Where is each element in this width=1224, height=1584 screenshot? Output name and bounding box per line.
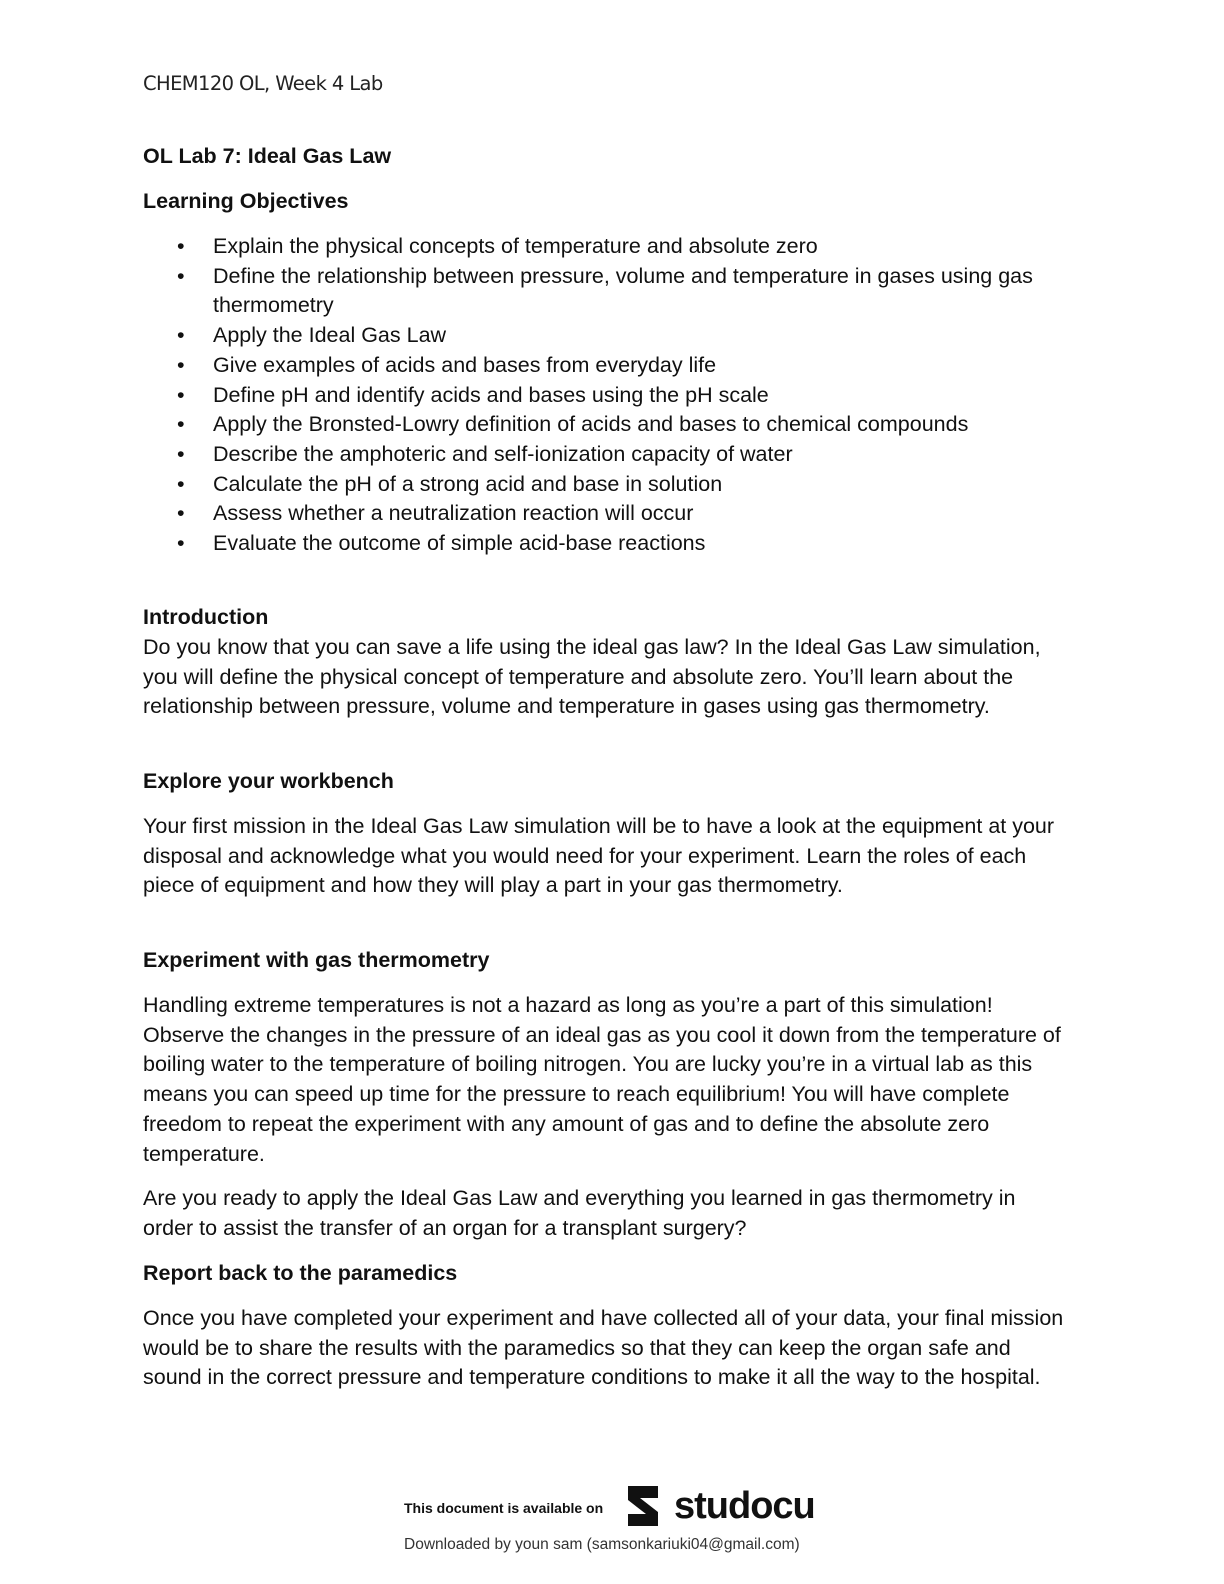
bullet-icon: • <box>177 352 185 377</box>
objective-text: Assess whether a neutralization reaction will occur <box>213 501 694 526</box>
experiment-text-2: Are you ready to apply the Ideal Gas Law and everything you learned in gas thermometry in order to assist the transfer of an organ for a transplant surgery? <box>143 1186 1016 1240</box>
objective-text: Apply the Bronsted-Lowry definition of acids and bases to chemical compounds <box>213 412 969 437</box>
objective-text: Describe the amphoteric and self-ionization capacity of water <box>213 441 793 466</box>
objective-text: Calculate the pH of a strong acid and base in solution <box>213 471 723 496</box>
workbench-heading: Explore your workbench <box>143 769 394 793</box>
report-heading: Report back to the paramedics <box>143 1261 458 1285</box>
objective-text: Explain the physical concepts of temperature and absolute zero <box>213 234 818 258</box>
intro-heading: Introduction <box>143 605 269 629</box>
bullet-icon: • <box>177 263 185 288</box>
objective-text: Evaluate the outcome of simple acid-base reactions <box>213 531 706 556</box>
experiment-text-1: Handling extreme temperatures is not a hazard as long as you’re a part of this simulation! Observe the changes in the pressure of an ideal gas as you cool it down from the temperature of boiling water to the temperature of boiling nitrogen. You are lucky you’re in a virtual lab as this means you can speed up time for the pressure to reach equilibrium! You will have complete freedom to repeat the experiment with any amount of gas and to define the absolute zero temperature. <box>143 993 1061 1166</box>
downloaded-by-text: Downloaded by youn sam (samsonkariuki04@gmail.com) <box>404 1536 800 1553</box>
studocu-logo-text: studocu <box>674 1484 815 1527</box>
report-text: Once you have completed your experiment and have collected all of your data, your final mission would be to share the results with the paramedics so that they can keep the organ safe and sound in the correct pressure and temperature conditions to make it all the way to the hospital. <box>143 1306 1064 1390</box>
objective-text: Define pH and identify acids and bases using the pH scale <box>213 382 769 407</box>
bullet-icon: • <box>177 382 185 407</box>
page-title: OL Lab 7: Ideal Gas Law <box>143 144 392 168</box>
objective-text: Apply the Ideal Gas Law <box>213 323 447 348</box>
objective-item <box>143 262 1068 321</box>
objective-item <box>143 470 1068 500</box>
objective-text: Define the relationship between pressure, volume and temperature in gases using gas thermometry <box>213 263 1033 318</box>
studocu-logo[interactable] <box>620 1484 815 1528</box>
bullet-icon: • <box>177 441 185 466</box>
workbench-text: Your first mission in the Ideal Gas Law simulation will be to have a look at the equipment at your disposal and acknowledge what you would need for your experiment. Learn the roles of each piece of equipment and how they will play a part in your gas thermometry. <box>143 814 1055 898</box>
objectives-list <box>143 232 1068 559</box>
objective-item <box>143 381 1068 411</box>
bullet-icon: • <box>177 501 185 526</box>
objective-text: Give examples of acids and bases from everyday life <box>213 352 717 377</box>
bullet-icon: • <box>177 323 185 348</box>
objective-item <box>143 440 1068 470</box>
bullet-icon: • <box>177 412 185 437</box>
objective-item <box>143 529 1068 559</box>
objective-item <box>143 499 1068 529</box>
objective-item <box>143 351 1068 381</box>
objective-item <box>143 410 1068 440</box>
bullet-icon: • <box>177 234 185 258</box>
objectives-heading: Learning Objectives <box>143 189 349 213</box>
experiment-heading: Experiment with gas thermometry <box>143 948 490 972</box>
page-header: CHEM120 OL, Week 4 Lab <box>143 72 383 95</box>
objective-item <box>143 321 1068 351</box>
bullet-icon: • <box>177 531 185 556</box>
intro-text: Do you know that you can save a life using the ideal gas law? In the Ideal Gas Law simulation, you will define the physical concept of temperature and absolute zero. You’ll learn about the relationship between pressure, volume and temperature in gases using gas thermometry. <box>143 635 1041 719</box>
studocu-logo-icon <box>620 1484 666 1528</box>
available-on-text: This document is available on <box>404 1500 604 1516</box>
objective-item <box>143 232 1068 262</box>
bullet-icon: • <box>177 471 185 496</box>
